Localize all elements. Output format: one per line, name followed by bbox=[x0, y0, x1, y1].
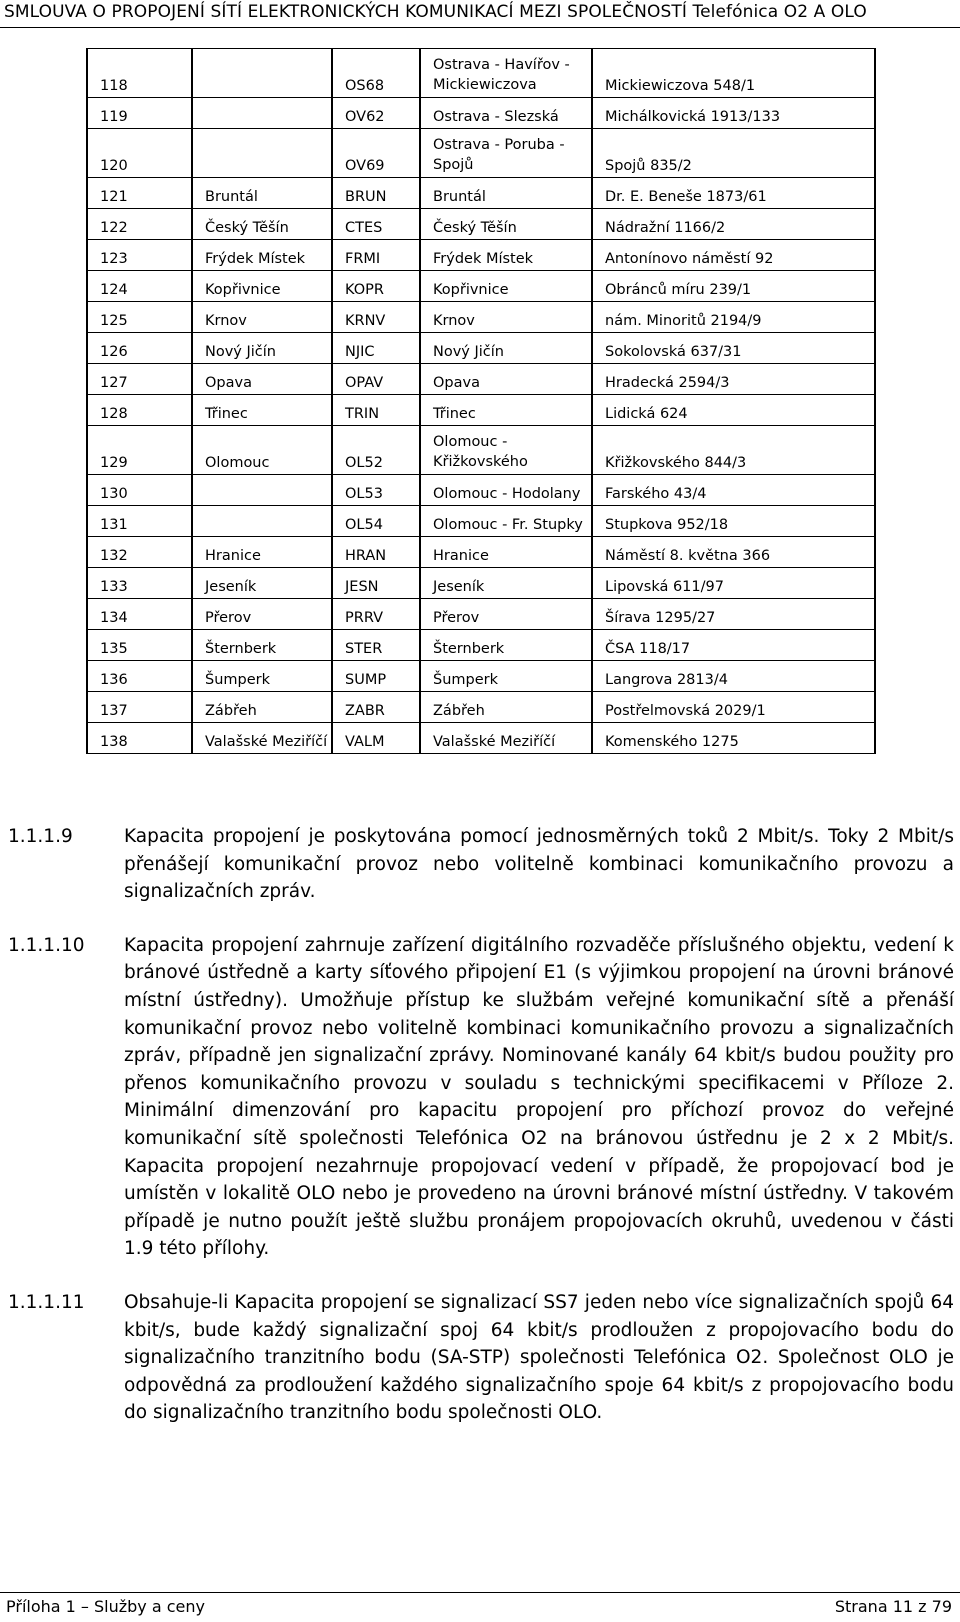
row-number-cell: 119 bbox=[87, 98, 192, 129]
locations-table bbox=[86, 48, 876, 754]
numbered-paragraph bbox=[8, 1289, 954, 1427]
code-cell: PRRV bbox=[332, 599, 420, 630]
site-name-cell: Hranice bbox=[420, 537, 592, 568]
table-row bbox=[87, 364, 875, 395]
address-cell: Antonínovo náměstí 92 bbox=[592, 240, 875, 271]
address-cell: Obránců míru 239/1 bbox=[592, 271, 875, 302]
locations-table-body bbox=[87, 49, 875, 754]
row-number-cell: 131 bbox=[87, 506, 192, 537]
code-cell: OV62 bbox=[332, 98, 420, 129]
code-cell: CTES bbox=[332, 209, 420, 240]
paragraph-text: Obsahuje-li Kapacita propojení se signalizací SS7 jeden nebo více signalizačních spojů 64 kbit/s, bude každý signalizační spoj 64 kbit/s prodloužen z propojovacího bodu do signalizačního tranzitního bodu (SA-STP) společnosti Telefónica O2. Společnost OLO je odpovědná za prodloužení každého signalizačního spoje 64 kbit/s z propojovacího bodu do signalizačního tranzitního bodu společnosti OLO. bbox=[124, 1291, 954, 1424]
region-cell: Šumperk bbox=[192, 661, 332, 692]
site-name-cell: Šternberk bbox=[420, 630, 592, 661]
address-cell: Stupkova 952/18 bbox=[592, 506, 875, 537]
site-name-cell: Nový Jičín bbox=[420, 333, 592, 364]
paragraph-number: 1.1.1.10 bbox=[8, 934, 85, 956]
row-number-cell: 125 bbox=[87, 302, 192, 333]
code-cell: OL52 bbox=[332, 426, 420, 475]
code-cell: ZABR bbox=[332, 692, 420, 723]
row-number-cell: 126 bbox=[87, 333, 192, 364]
table-row bbox=[87, 661, 875, 692]
site-name-cell: Jeseník bbox=[420, 568, 592, 599]
address-cell: Křižkovského 844/3 bbox=[592, 426, 875, 475]
address-cell: Nádražní 1166/2 bbox=[592, 209, 875, 240]
code-cell: JESN bbox=[332, 568, 420, 599]
address-cell: Šírava 1295/27 bbox=[592, 599, 875, 630]
page-footer bbox=[0, 1592, 960, 1622]
region-cell: Kopřivnice bbox=[192, 271, 332, 302]
code-cell: OPAV bbox=[332, 364, 420, 395]
code-cell: OL53 bbox=[332, 475, 420, 506]
table-row bbox=[87, 49, 875, 98]
paragraph-number: 1.1.1.9 bbox=[8, 826, 73, 847]
site-name-cell: Šumperk bbox=[420, 661, 592, 692]
table-row bbox=[87, 426, 875, 475]
table-row bbox=[87, 692, 875, 723]
table-row bbox=[87, 395, 875, 426]
site-name-cell: Ostrava - Slezská bbox=[420, 98, 592, 129]
address-cell: Lipovská 611/97 bbox=[592, 568, 875, 599]
site-name-cell: Ostrava - Poruba - Spojů bbox=[420, 129, 592, 178]
site-name-cell: Opava bbox=[420, 364, 592, 395]
site-name-cell: Český Těšín bbox=[420, 209, 592, 240]
region-cell: Bruntál bbox=[192, 178, 332, 209]
site-name-cell: Olomouc - Fr. Stupky bbox=[420, 506, 592, 537]
row-number-cell: 134 bbox=[87, 599, 192, 630]
document-title: SMLOUVA O PROPOJENÍ SÍTÍ ELEKTRONICKÝCH KOMUNIKACÍ MEZI SPOLEČNOSTÍ Telefónica O2 A OLO bbox=[4, 2, 867, 22]
site-name-cell: Valašské Meziříčí bbox=[420, 723, 592, 754]
numbered-paragraph bbox=[8, 932, 954, 1263]
address-cell: Komenského 1275 bbox=[592, 723, 875, 754]
site-name-cell: Kopřivnice bbox=[420, 271, 592, 302]
table-row bbox=[87, 129, 875, 178]
site-name-cell: Ostrava - Havířov - Mickiewiczova bbox=[420, 49, 592, 98]
region-cell: Přerov bbox=[192, 599, 332, 630]
address-cell: Michálkovická 1913/133 bbox=[592, 98, 875, 129]
table-row bbox=[87, 302, 875, 333]
row-number-cell: 122 bbox=[87, 209, 192, 240]
table-row bbox=[87, 568, 875, 599]
site-name-cell: Přerov bbox=[420, 599, 592, 630]
site-name-cell: Třinec bbox=[420, 395, 592, 426]
row-number-cell: 129 bbox=[87, 426, 192, 475]
row-number-cell: 133 bbox=[87, 568, 192, 599]
row-number-cell: 120 bbox=[87, 129, 192, 178]
code-cell: KOPR bbox=[332, 271, 420, 302]
code-cell: NJIC bbox=[332, 333, 420, 364]
address-cell: Hradecká 2594/3 bbox=[592, 364, 875, 395]
code-cell: VALM bbox=[332, 723, 420, 754]
region-cell bbox=[192, 129, 332, 178]
row-number-cell: 132 bbox=[87, 537, 192, 568]
region-cell: Český Těšín bbox=[192, 209, 332, 240]
table-row bbox=[87, 98, 875, 129]
row-number-cell: 121 bbox=[87, 178, 192, 209]
paragraph-number: 1.1.1.11 bbox=[8, 1291, 85, 1313]
row-number-cell: 123 bbox=[87, 240, 192, 271]
page-number: Strana 11 z 79 bbox=[834, 1597, 952, 1616]
site-name-cell: Frýdek Místek bbox=[420, 240, 592, 271]
footer-appendix-label: Příloha 1 – Služby a ceny bbox=[6, 1597, 205, 1616]
row-number-cell: 124 bbox=[87, 271, 192, 302]
address-cell: Lidická 624 bbox=[592, 395, 875, 426]
address-cell: Dr. E. Beneše 1873/61 bbox=[592, 178, 875, 209]
address-cell: Mickiewiczova 548/1 bbox=[592, 49, 875, 98]
region-cell: Zábřeh bbox=[192, 692, 332, 723]
row-number-cell: 130 bbox=[87, 475, 192, 506]
row-number-cell: 138 bbox=[87, 723, 192, 754]
region-cell bbox=[192, 475, 332, 506]
address-cell: Langrova 2813/4 bbox=[592, 661, 875, 692]
code-cell: FRMI bbox=[332, 240, 420, 271]
code-cell: OV69 bbox=[332, 129, 420, 178]
region-cell: Frýdek Místek bbox=[192, 240, 332, 271]
code-cell: KRNV bbox=[332, 302, 420, 333]
row-number-cell: 128 bbox=[87, 395, 192, 426]
region-cell: Olomouc bbox=[192, 426, 332, 475]
region-cell: Jeseník bbox=[192, 568, 332, 599]
site-name-cell: Krnov bbox=[420, 302, 592, 333]
address-cell: ČSA 118/17 bbox=[592, 630, 875, 661]
row-number-cell: 127 bbox=[87, 364, 192, 395]
region-cell: Třinec bbox=[192, 395, 332, 426]
table-row bbox=[87, 333, 875, 364]
table-row bbox=[87, 537, 875, 568]
site-name-cell: Olomouc - Hodolany bbox=[420, 475, 592, 506]
table-row bbox=[87, 178, 875, 209]
region-cell: Opava bbox=[192, 364, 332, 395]
region-cell: Valašské Meziříčí bbox=[192, 723, 332, 754]
table-row bbox=[87, 630, 875, 661]
row-number-cell: 135 bbox=[87, 630, 192, 661]
code-cell: OL54 bbox=[332, 506, 420, 537]
table-row bbox=[87, 599, 875, 630]
row-number-cell: 137 bbox=[87, 692, 192, 723]
page-header bbox=[0, 0, 960, 30]
address-cell: Farského 43/4 bbox=[592, 475, 875, 506]
region-cell: Hranice bbox=[192, 537, 332, 568]
address-cell: Postřelmovská 2029/1 bbox=[592, 692, 875, 723]
code-cell: HRAN bbox=[332, 537, 420, 568]
table-row bbox=[87, 271, 875, 302]
row-number-cell: 136 bbox=[87, 661, 192, 692]
locations-table-container bbox=[86, 48, 874, 754]
site-name-cell: Olomouc - Křižkovského bbox=[420, 426, 592, 475]
code-cell: TRIN bbox=[332, 395, 420, 426]
region-cell: Krnov bbox=[192, 302, 332, 333]
text-sections bbox=[8, 823, 954, 1453]
region-cell bbox=[192, 49, 332, 98]
numbered-paragraph bbox=[8, 823, 954, 906]
row-number-cell: 118 bbox=[87, 49, 192, 98]
address-cell: nám. Minoritů 2194/9 bbox=[592, 302, 875, 333]
table-row bbox=[87, 209, 875, 240]
table-row bbox=[87, 475, 875, 506]
paragraph-text: Kapacita propojení zahrnuje zařízení digitálního rozvaděče příslušného objektu, vedení k bránové ústředně a karty síťového připojení E1 (s výjimkou propojení na úrovni bránové místní ústředny). Umožňuje přístup ke službám veřejné komunikační sítě a přenáší komunikační provoz nebo volitelně kombinaci komunikačního provozu a signalizačních zpráv, případně jen signalizační zprávy. Nominované kanály 64 kbit/s budou použity pro přenos komunikačního provozu v souladu s technickými specifikacemi v Příloze 2. Minimální dimenzování pro kapacitu propojení pro příchozí provoz do veřejné komunikační sítě společnosti Telefónica O2 na bránovou ústřednu je 2 x 2 Mbit/s. Kapacita propojení nezahrnuje propojovací vedení v případě, že propojovací bod je umístěn v lokalitě OLO nebo je provedeno na úrovni bránové místní ústředny. V takovém případě je nutno použít ještě službu pronájem propojovacích okruhů, uvedenou v části 1.9 této přílohy. bbox=[124, 934, 954, 1260]
header-divider bbox=[0, 27, 960, 28]
code-cell: STER bbox=[332, 630, 420, 661]
table-row bbox=[87, 506, 875, 537]
table-row bbox=[87, 240, 875, 271]
site-name-cell: Zábřeh bbox=[420, 692, 592, 723]
code-cell: SUMP bbox=[332, 661, 420, 692]
site-name-cell: Bruntál bbox=[420, 178, 592, 209]
region-cell bbox=[192, 98, 332, 129]
region-cell: Nový Jičín bbox=[192, 333, 332, 364]
address-cell: Sokolovská 637/31 bbox=[592, 333, 875, 364]
code-cell: BRUN bbox=[332, 178, 420, 209]
table-row bbox=[87, 723, 875, 754]
paragraph-text: Kapacita propojení je poskytována pomocí jednosměrných toků 2 Mbit/s. Toky 2 Mbit/s přenášejí komunikační provoz nebo volitelně kombinaci komunikačního provozu a signalizačních zpráv. bbox=[124, 826, 954, 903]
footer-divider bbox=[0, 1592, 960, 1593]
address-cell: Spojů 835/2 bbox=[592, 129, 875, 178]
region-cell bbox=[192, 506, 332, 537]
region-cell: Šternberk bbox=[192, 630, 332, 661]
code-cell: OS68 bbox=[332, 49, 420, 98]
address-cell: Náměstí 8. května 366 bbox=[592, 537, 875, 568]
